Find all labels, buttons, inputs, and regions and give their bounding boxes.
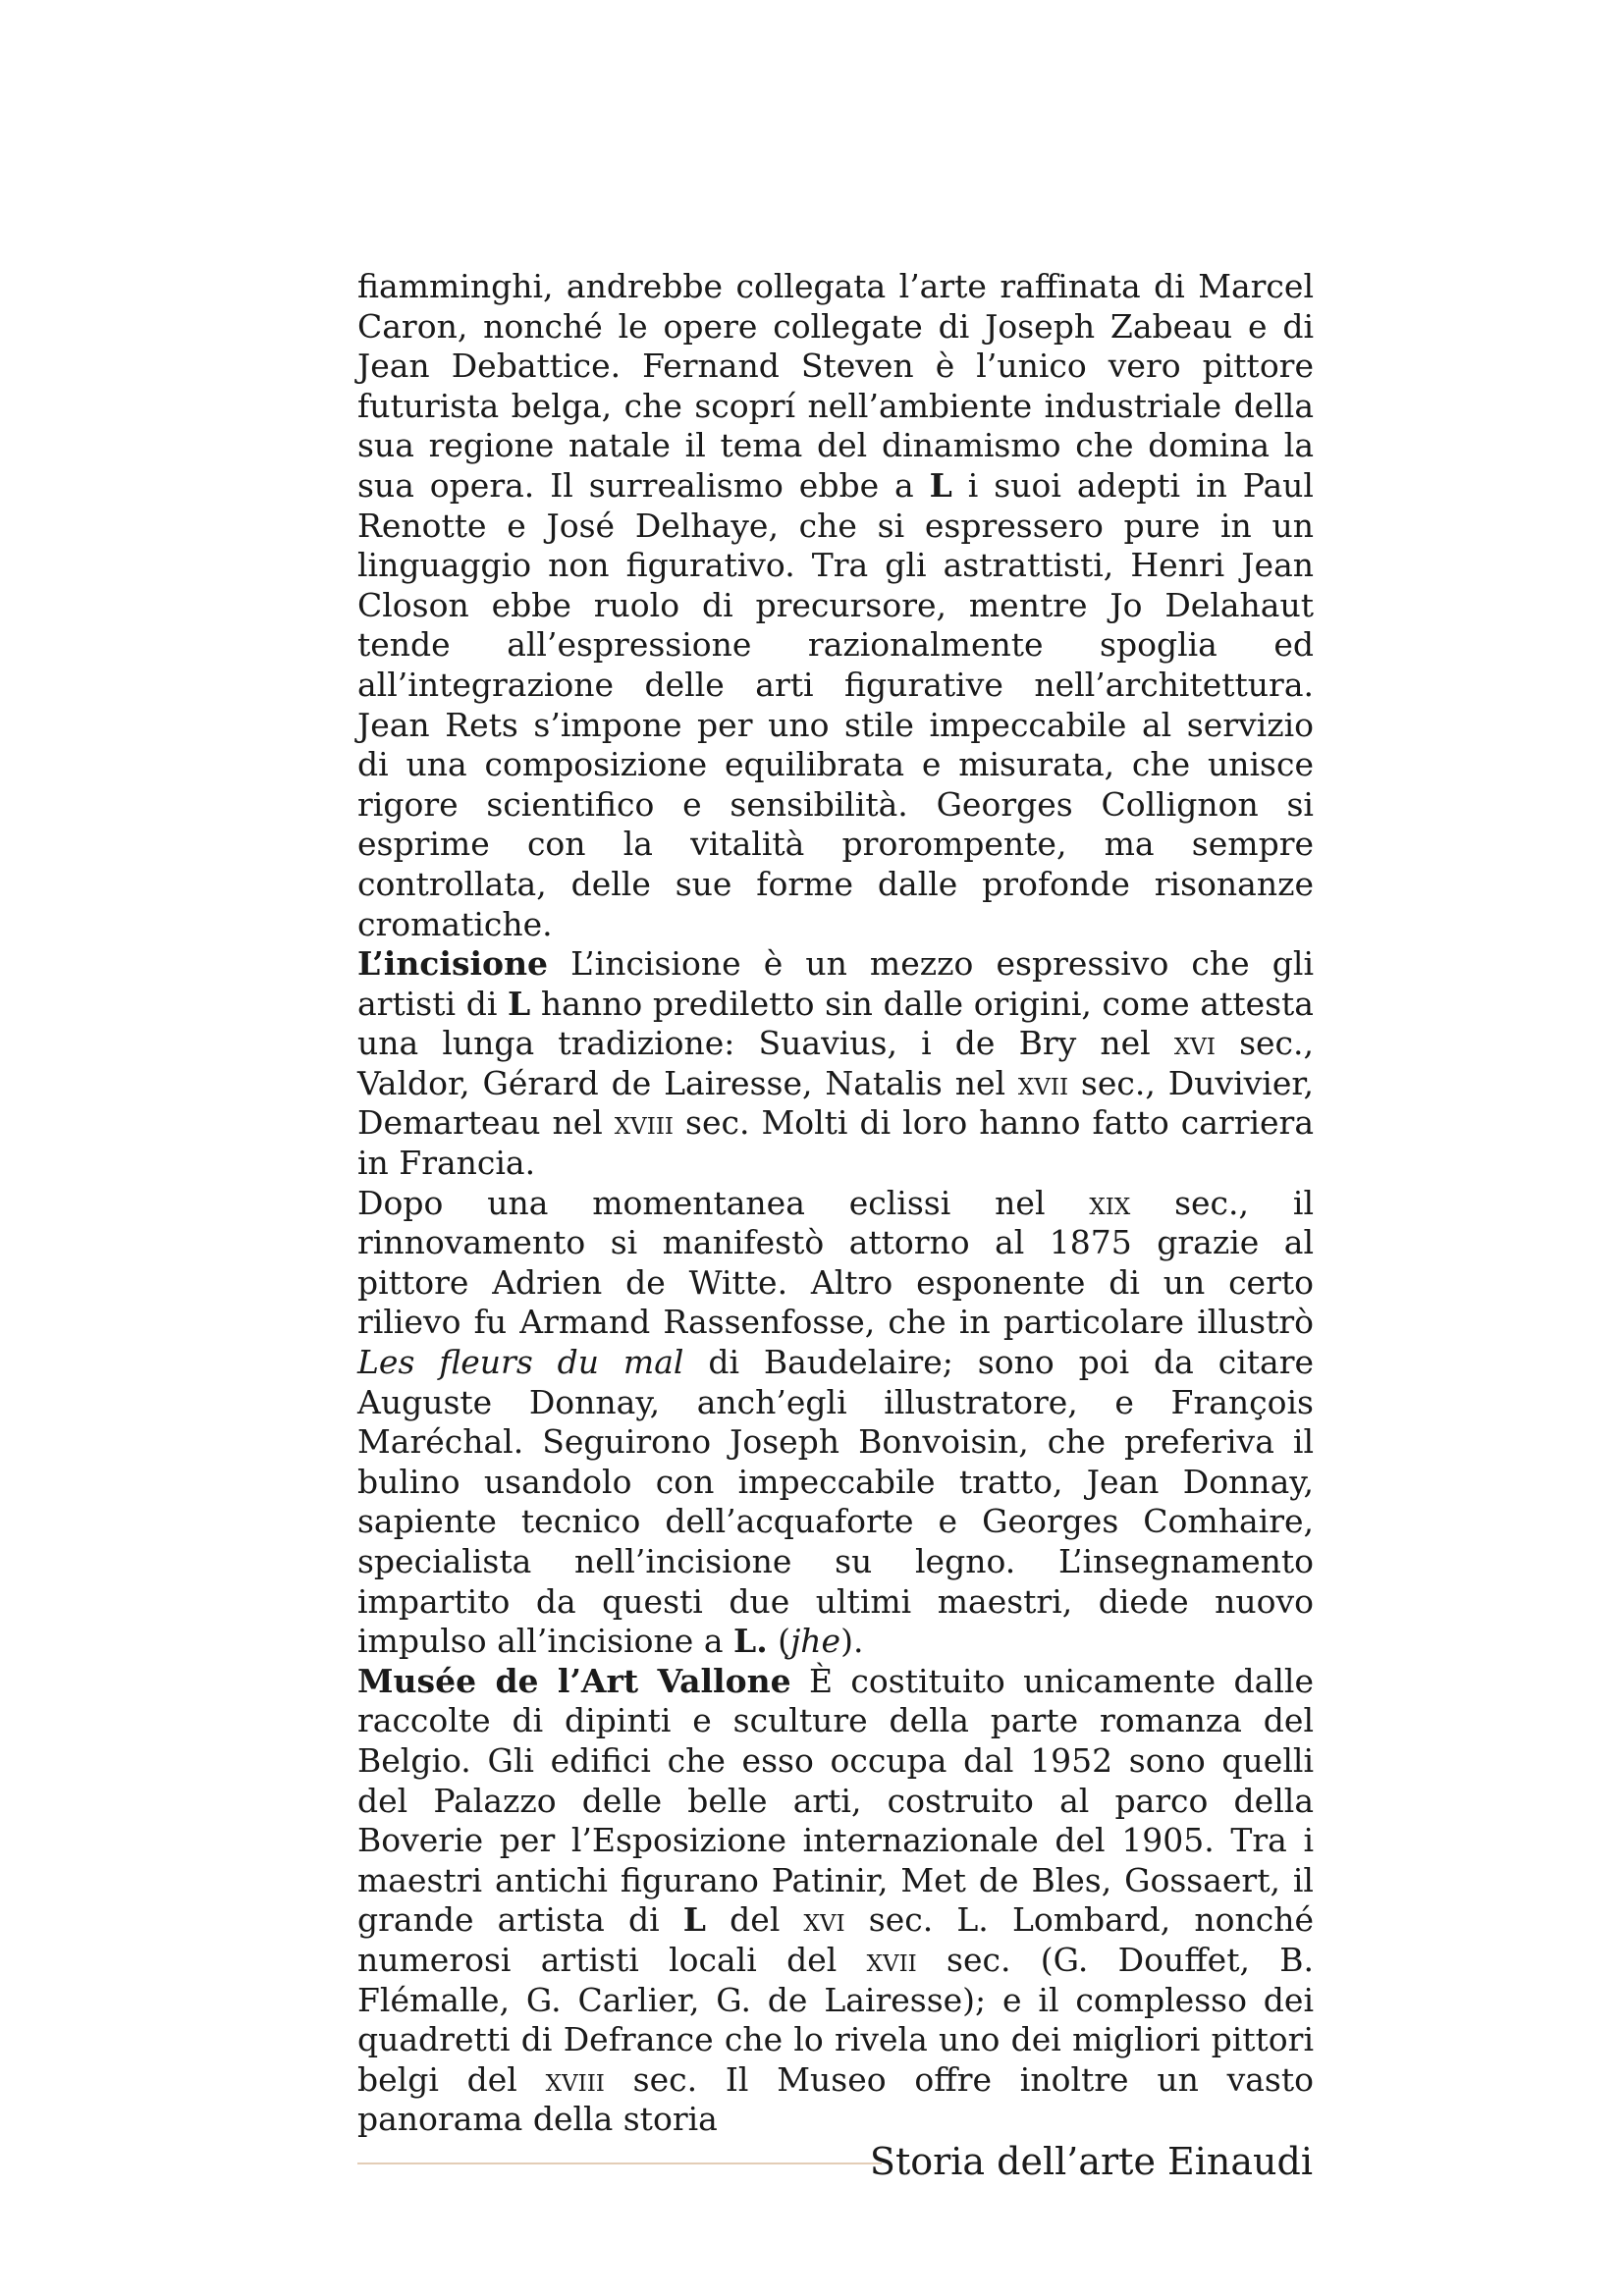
article-body — [357, 267, 1314, 2140]
paragraph-incisione: L’incisione L’incisione è un mezzo espressivo che gli artisti di L hanno prediletto sin dalle origini, come attesta una lunga tradizione: Suavius, i de Bry nel xvi sec., Valdor, Gérard de Lairesse, Natalis nel xvii sec., Duvivier, Demarteau nel xviii sec. Molti di loro hanno fatto carriera in Francia. — [357, 944, 1314, 1183]
footer-title: Storia dell’arte Einaudi — [869, 2140, 1313, 2183]
book-title: Les fleurs du mal — [357, 1343, 684, 1382]
century-numeral: xviii — [545, 2059, 605, 2099]
author-initials: jhe — [790, 1622, 841, 1661]
century-numeral: xix — [1089, 1183, 1131, 1222]
century-numeral: xvii — [866, 1940, 917, 1979]
paragraph-painting: fiamminghi, andrebbe collegata l’arte raffinata di Marcel Caron, nonché le opere collegate di Joseph Zabeau e di Jean Debattice. Fernand Steven è l’unico vero pittore futurista belga, che scoprí nell’ambiente industriale della sua regione natale il tema del dinamismo che domina la sua opera. Il surrealismo ebbe a L i suoi adepti in Paul Renotte e José Delhaye, che si espressero pure in un linguaggio non figurativo. Tra gli astrattisti, Henri Jean Closon ebbe ruolo di precursore, mentre Jo Delahaut tende all’espressione razionalmente spoglia ed all’integrazione delle arti figurative nell’architettura. Jean Rets s’impone per uno stile impeccabile al servizio di una composizione equilibrata e misurata, che unisce rigore scientifico e sensibilità. Georges Collignon si esprime con la vitalità prorompente, ma sempre controllata, delle sue forme dalle profonde risonanze cromatiche. — [357, 267, 1314, 943]
century-numeral: xvi — [803, 1900, 845, 1940]
paragraph-musee: Musée de l’Art Vallone È costituito unicamente dalle raccolte di dipinti e sculture della parte romanza del Belgio. Gli edifici che esso occupa dal 1952 sono quelli del Palazzo delle belle arti, costruito al parco della Boverie per l’Esposizione internazionale del 1905. Tra i maestri antichi figurano Patinir, Met de Bles, Gossaert, il grande artista di L del xvi sec. L. Lombard, nonché numerosi artisti locali del xvii sec. (G. Douffet, B. Flémalle, G. Carlier, G. de Lairesse); e il complesso dei quadretti di Defrance che lo rivela uno dei migliori pittori belgi del xviii sec. Il Museo offre inoltre un vasto panorama della storia — [357, 1661, 1315, 2139]
footer-rule — [357, 2163, 882, 2164]
city-abbreviation: L — [682, 1900, 706, 1940]
city-abbreviation: L. — [732, 1622, 768, 1661]
city-abbreviation: L — [508, 984, 531, 1023]
century-numeral: xviii — [614, 1103, 675, 1143]
section-heading-incisione: L’incisione — [357, 944, 549, 984]
city-abbreviation: L — [929, 465, 952, 505]
paragraph-rinnovamento: Dopo una momentanea eclissi nel xix sec., il rinnovamento si manifestò attorno al 1875 grazie al pittore Adrien de Witte. Altro esponente di un certo rilievo fu Armand Rassenfosse, che in particolare illustrò Les fleurs du mal di Baudelaire; sono poi da citare Auguste Donnay, anch’egli illustratore, e François Maréchal. Seguirono Joseph Bonvoisin, che preferiva il bulino usandolo con impeccabile tratto, Jean Donnay, sapiente tecnico dell’acquaforte e Georges Comhaire, specialista nell’incisione su legno. L’insegnamento impartito da questi due ultimi maestri, diede nuovo impulso all’incisione a L. (jhe). — [357, 1183, 1315, 1661]
century-numeral: xvi — [1173, 1024, 1216, 1063]
section-heading-musee: Musée de l’Art Vallone — [357, 1661, 791, 1700]
century-numeral: xvii — [1017, 1063, 1069, 1102]
